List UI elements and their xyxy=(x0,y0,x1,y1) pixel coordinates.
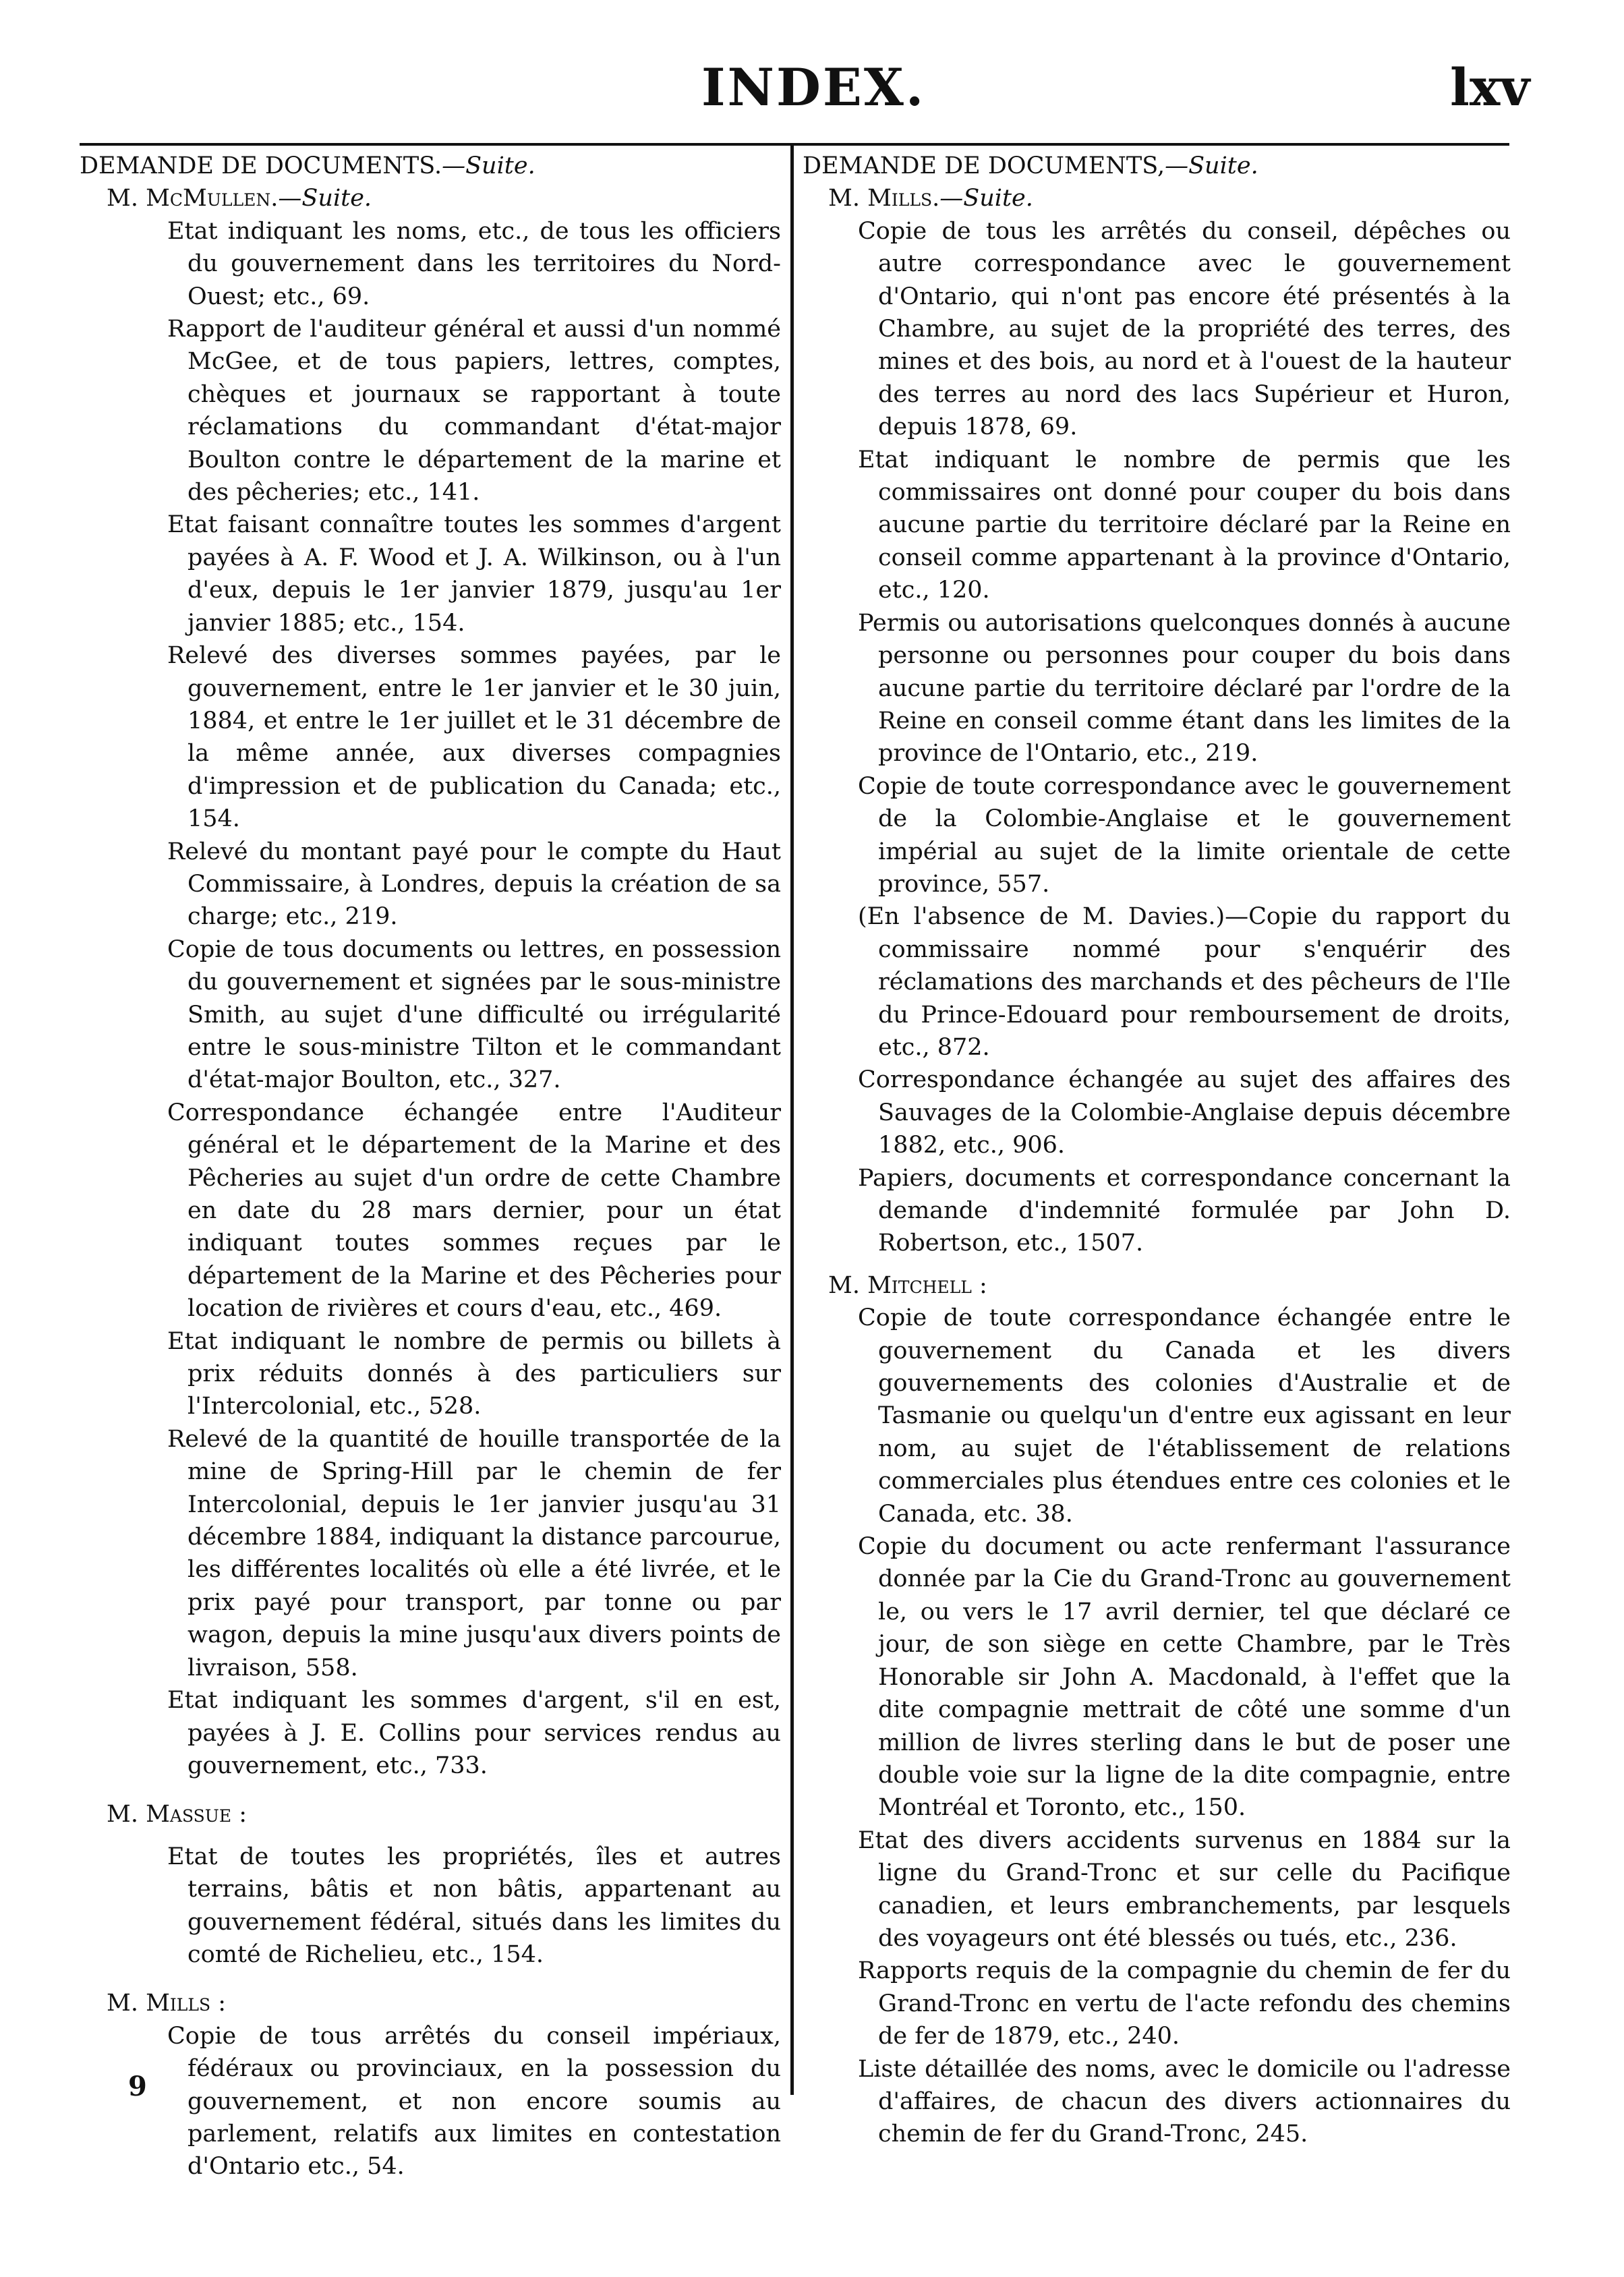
index-entry: Etat de toutes les propriétés, îles et autres terrains, bâtis et non bâtis, appartenant au gouvernement fédéral, situés dans les limites du comté de Richelieu, etc., 154. xyxy=(167,1843,781,1968)
index-entry: Etat des divers accidents survenus en 1884 sur la ligne du Grand-Tronc et sur celle du Pacifique canadien, et leurs embranchements, par lesquels des voyageurs ont été blessés ou tués, etc., 236. xyxy=(858,1826,1511,1952)
index-entry: Relevé du montant payé pour le compte du Haut Commissaire, à Londres, depuis la création de sa charge; etc., 219. xyxy=(167,838,781,931)
page-number: lxv xyxy=(1450,57,1530,117)
index-entry: Papiers, documents et correspondance concernant la demande d'indemnité formulée par John D. Robertson, etc., 1507. xyxy=(858,1164,1511,1257)
index-entry: Etat indiquant le nombre de permis ou billets à prix réduits donnés à des particuliers sur l'Intercolonial, etc., 528. xyxy=(167,1327,781,1420)
right-column xyxy=(803,150,1511,2151)
index-entry: Etat faisant connaître toutes les sommes d'argent payées à A. F. Wood et J. A. Wilkinson, ou à l'un d'eux, depuis le 1er janvier 1879, jusqu'au 1er janvier 1885; etc., 154. xyxy=(167,511,781,637)
index-entry: Correspondance échangée entre l'Auditeur général et le département de la Marine et des Pêcheries au sujet d'un ordre de cette Chambre en date du 28 mars dernier, pour un état indiquant toutes sommes reçues par le département de la Marine et des Pêcheries pour location de rivières et cours d'eau, etc., 469. xyxy=(167,1099,781,1323)
index-entry: Etat indiquant les noms, etc., de tous les officiers du gouvernement dans les territoires du Nord-Ouest; etc., 69. xyxy=(167,217,781,310)
header-rule xyxy=(80,143,1509,146)
signature-mark: 9 xyxy=(128,2071,147,2102)
member-name: M. Mills.—Suite. xyxy=(828,185,1033,212)
index-entry: Etat indiquant le nombre de permis que les commissaires ont donné pour couper du bois dans aucune partie du territoire déclaré par la Reine en conseil comme appartenant à la province d'Ontario, etc., 120. xyxy=(858,446,1511,604)
page-title: INDEX. xyxy=(701,57,926,117)
index-entry: Rapport de l'auditeur général et aussi d'un nommé McGee, et de tous papiers, lettres, comptes, chèques et journaux se rapportant à toute réclamations du commandant d'état-major Boulton contre le département de la marine et des pêcheries; etc., 141. xyxy=(167,316,781,507)
index-entry: Copie de toute correspondance échangée entre le gouvernement du Canada et les divers gouvernements des colonies d'Australie et de Tasmanie ou quelqu'un d'entre eux agissant en leur nom, au sujet de l'établissement de relations commerciales plus étendues entre ces colonies et le Canada, etc. 38. xyxy=(858,1304,1511,1528)
index-entry: Copie de tous les arrêtés du conseil, dépêches ou autre correspondance avec le gouvernement d'Ontario, qui n'ont pas encore été présentés à la Chambre, au sujet de la propriété des terres, des mines et des bois, au nord et à l'ouest de la hauteur des terres au nord des lacs Supérieur et Huron, depuis 1878, 69. xyxy=(858,217,1511,441)
index-entry: Copie du document ou acte renfermant l'assurance donnée par la Cie du Grand-Tronc au gouvernement le, ou vers le 17 avril dernier, tel que déclaré ce jour, de son siège en cette Chambre, par le Très Honorable sir John A. Macdonald, à l'effet que la dite compagnie mettrait de côté une somme d'un million de livres sterling dans le but de poser une double voie sur la ligne de la dite compagnie, entre Montréal et Toronto, etc., 150. xyxy=(858,1533,1511,1822)
member-name: M. Mills : xyxy=(107,1990,227,2017)
index-entry: Rapports requis de la compagnie du chemin de fer du Grand-Tronc en vertu de l'acte refondu des chemins de fer de 1879, etc., 240. xyxy=(858,1957,1511,2050)
column-divider xyxy=(790,146,794,2095)
index-entry: Copie de tous documents ou lettres, en possession du gouvernement et signées par le sous-ministre Smith, au sujet d'une difficulté ou irrégularité entre le sous-ministre Tilton et le commandant d'état-major Boulton, etc., 327. xyxy=(167,935,781,1094)
member-name: M. Massue : xyxy=(107,1801,248,1828)
member-name: M. McMullen.—Suite. xyxy=(107,185,372,212)
index-entry: Permis ou autorisations quelconques donnés à aucune personne ou personnes pour couper du bois dans aucune partie du territoire déclaré par l'ordre de la Reine en conseil comme étant dans les limites de la province de l'Ontario, etc., 219. xyxy=(858,609,1511,768)
index-entry: (En l'absence de M. Davies.)—Copie du rapport du commissaire nommé pour s'enquérir des réclamations des marchands et des pêcheurs de l'Ile du Prince-Edouard pour remboursement de droits, etc., 872. xyxy=(858,903,1511,1061)
section-heading: DEMANDE DE DOCUMENTS,—Suite. xyxy=(803,152,1258,179)
index-entry: Etat indiquant les sommes d'argent, s'il en est, payées à J. E. Collins pour services rendus au gouvernement, etc., 733. xyxy=(167,1687,781,1779)
index-entry: Relevé des diverses sommes payées, par le gouvernement, entre le 1er janvier et le 30 juin, 1884, et entre le 1er juillet et le 31 décembre de la même année, aux diverses compagnies d'impression et de publication du Canada; etc., 154. xyxy=(167,642,781,833)
index-entry: Liste détaillée des noms, avec le domicile ou l'adresse d'affaires, de chacun des divers actionnaires du chemin de fer du Grand-Tronc, 245. xyxy=(858,2055,1511,2148)
index-entry: Correspondance échangée au sujet des affaires des Sauvages de la Colombie-Anglaise depuis décembre 1882, etc., 906. xyxy=(858,1066,1511,1159)
left-column xyxy=(80,150,781,2183)
index-entry: Relevé de la quantité de houille transportée de la mine de Spring-Hill par le chemin de fer Intercolonial, depuis le 1er janvier jusqu'au 31 décembre 1884, indiquant la distance parcourue, les différentes localités où elle a été livrée, et le prix payé pour transport, par tonne ou par wagon, depuis la mine jusqu'aux divers points de livraison, 558. xyxy=(167,1425,781,1681)
member-name: M. Mitchell : xyxy=(828,1271,987,1299)
section-heading: DEMANDE DE DOCUMENTS.—Suite. xyxy=(80,152,535,179)
index-entry: Copie de tous arrêtés du conseil impériaux, fédéraux ou provinciaux, en la possession du gouvernement, et non encore soumis au parlement, relatifs aux limites en contestation d'Ontario etc., 54. xyxy=(167,2022,781,2181)
index-entry: Copie de toute correspondance avec le gouvernement de la Colombie-Anglaise et le gouvernement impérial au sujet de la limite orientale de cette province, 557. xyxy=(858,772,1511,898)
